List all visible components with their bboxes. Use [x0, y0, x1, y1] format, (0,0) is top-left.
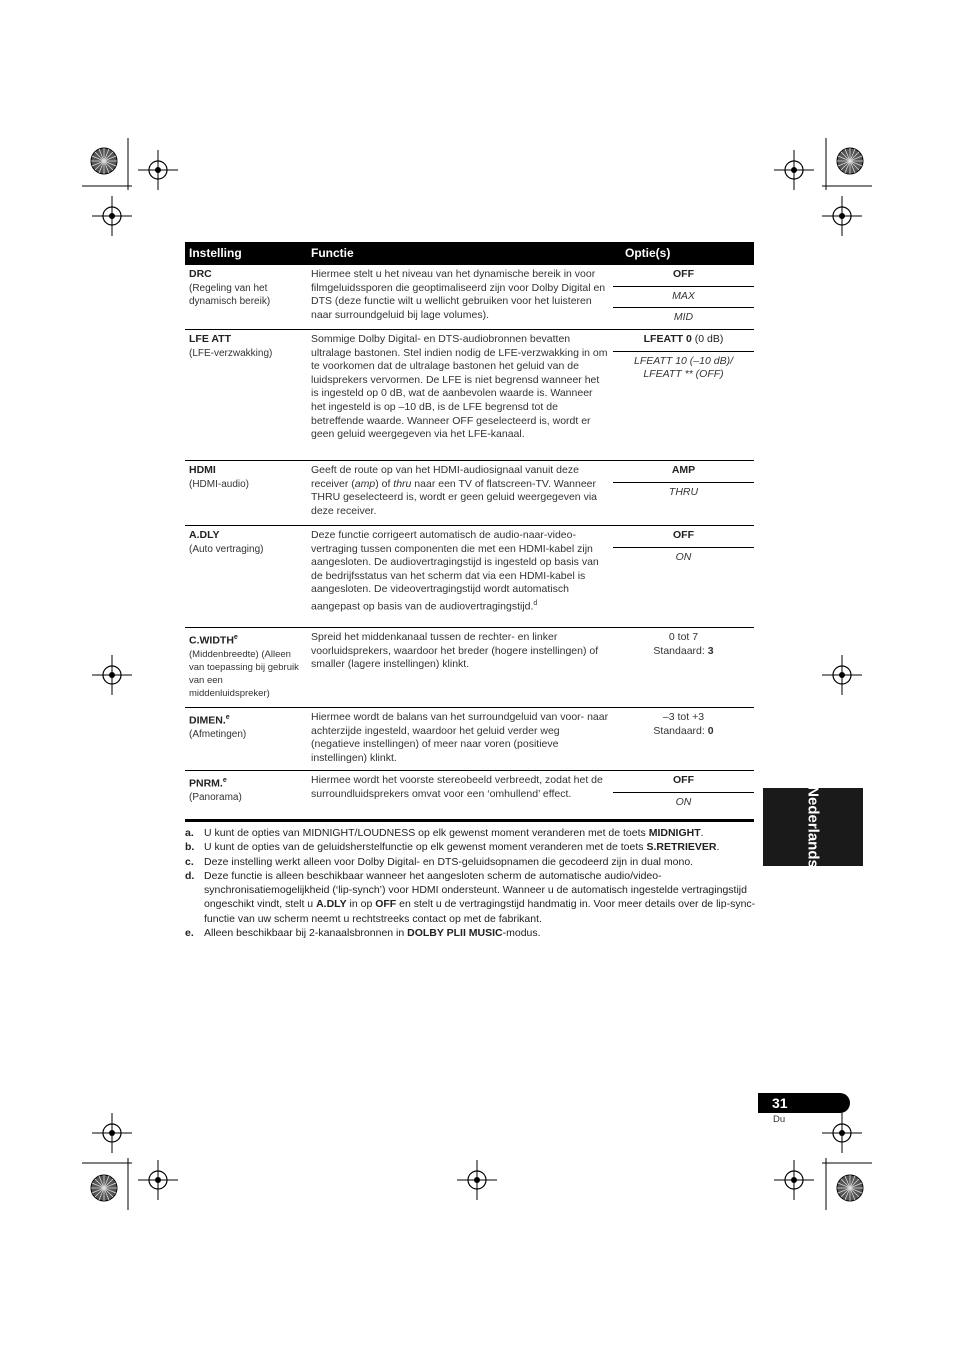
table-header: [185, 242, 754, 264]
setting-name: HDMI: [189, 464, 216, 476]
setting-subtitle: (Panorama): [189, 792, 242, 804]
table-row: [185, 627, 754, 707]
option-value: THRU: [613, 482, 754, 504]
option-value: OFF: [673, 529, 694, 541]
setting-name: C.WIDTH$^e$: [189, 634, 238, 647]
language-tab-label: Nederlands: [804, 786, 822, 868]
page-language-code: Du: [773, 1114, 786, 1125]
table-row: [185, 329, 754, 460]
footnote: a. U kunt de opties van MIDNIGHT/LOUDNESS op elk gewenst moment veranderen met de toets MIDNIGHT.: [185, 827, 704, 839]
option-value: OFF: [673, 774, 694, 786]
setting-name: LFE ATT: [189, 333, 231, 345]
table-row: [185, 707, 754, 770]
setting-subtitle: (Middenbreedte) (Alleen van toepassing bij gebruik van een middenluidspreker): [189, 649, 299, 700]
option-value: LFEATT 0 (0 dB): [643, 333, 724, 345]
function-description: Hiermee wordt de balans van het surroundgeluid van voor- naar achterzijde ingesteld, waardoor het geluid verder weg (negatieve instellingen) of meer naar voren (positieve instellingen) klinkt.: [311, 711, 609, 764]
option-value: ON: [613, 547, 754, 569]
function-description: Deze functie corrigeert automatisch de audio-naar-video-vertraging tussen componenten die met een HDMI-kabel zijn aangesloten. De audiovertragingstijd is ingesteld op basis van de bedrijfsstatus van het scherm dat via een HDMI-kabel is aangesloten. De videovertragingstijd wordt automatisch aangepast op basis van de audiovertragingstijd.$^d$: [311, 529, 599, 613]
function-description: Spreid het middenkanaal tussen de rechter- en linker voorluidsprekers, waardoor het breder (hogere instellingen) of smaller (lagere instellingen) klinkt.: [311, 631, 599, 671]
header-function: Functie: [311, 246, 354, 260]
footnote: b. U kunt de opties van de geluidsherstelfunctie op elk gewenst moment veranderen met de toets S.RETRIEVER.: [185, 841, 720, 854]
option-value: AMP: [671, 464, 696, 476]
option-value: MAX: [613, 286, 754, 308]
option-value: LFEATT 10 (–10 dB)/ LFEATT ** (OFF): [613, 351, 754, 386]
page-number: 31: [772, 1095, 788, 1111]
table-row: [185, 770, 754, 822]
option-value: MID: [613, 307, 754, 329]
option-value: 0 tot 7 Standaard: 3: [653, 631, 714, 657]
footnote: c. Deze instelling werkt alleen voor Dolby Digital- en DTS-geluidsopnamen die gecodeerd zijn in dual mono.: [185, 855, 694, 868]
function-description: Hiermee stelt u het niveau van het dynamische bereik in voor filmgeluidssporen die geoptimaliseerd zijn voor Dolby Digital en DTS (deze functie wilt u wellicht gebruiken voor het luisteren naar surroundgeluid bij lage volumes).: [311, 268, 606, 321]
setting-subtitle: (Afmetingen): [189, 729, 247, 741]
setting-name: A.DLY: [189, 529, 220, 541]
header-options: Optie(s): [625, 246, 671, 260]
setting-name: PNRM.$^e$: [189, 777, 227, 790]
function-description: Sommige Dolby Digital- en DTS-audiobronnen bevatten ultralage bastonen. Stel indien nodig de LFE-verzwakking in om te voorkomen dat de ultralage bastonen het geluid van de luidsprekers vervormen. De LFE is niet begrensd wanneer het is ingesteld op 0 dB, wat de aanbevolen waarde is. Wanneer het ingesteld is op –10 dB, is de LFE begrensd tot de betreffende waarde. Wanneer OFF geselecteerd is, wordt er geen geluid weergegeven via het LFE-kanaal.: [311, 333, 608, 441]
settings-table: [185, 242, 754, 822]
option-value: –3 tot +3 Standaard: 0: [653, 711, 714, 737]
table-row: [185, 460, 754, 525]
setting-subtitle: (Regeling van het dynamisch bereik): [189, 282, 271, 307]
setting-subtitle: (HDMI-audio): [189, 478, 250, 490]
language-tab: [763, 788, 863, 866]
setting-name: DRC: [189, 268, 212, 280]
option-value: ON: [613, 792, 754, 814]
footnote: e. Alleen beschikbaar bij 2-kanaalsbronnen in DOLBY PLII MUSIC-modus.: [185, 927, 541, 940]
setting-subtitle: (LFE-verzwakking): [189, 347, 273, 359]
table-row: [185, 525, 754, 627]
table-row: [185, 264, 754, 329]
footnote: d. Deze functie is alleen beschikbaar wanneer het aangesloten scherm de automatische audio/video-synchronisatiemogelijkheid (‘lip-synch’) voor HDMI ondersteunt. Wanneer u de automatisch ingestelde vertragingstijd ongeschikt vindt, stelt u A.DLY in op OFF en stelt u de vertragingstijd handmatig in. Voor meer details over de lip-sync-functie van uw scherm neemt u rechtstreeks contact op met de fabrikant.: [185, 869, 756, 925]
function-description: Geeft de route op van het HDMI-audiosignaal vanuit deze receiver (amp) of thru naar een TV of flatscreen-TV. Wanneer THRU geselecteerd is, wordt er geen geluid weergegeven via deze receiver.: [311, 464, 597, 517]
header-setting: Instelling: [189, 246, 242, 260]
function-description: Hiermee wordt het voorste stereobeeld verbreedt, zodat het de surroundluidsprekers omvat voor een ‘omhullend’ effect.: [311, 774, 603, 800]
setting-name: DIMEN.$^e$: [189, 714, 230, 727]
footnotes: [185, 826, 760, 940]
page-number-badge: [758, 1093, 850, 1113]
option-value: OFF: [673, 268, 694, 280]
setting-subtitle: (Auto vertraging): [189, 543, 264, 555]
